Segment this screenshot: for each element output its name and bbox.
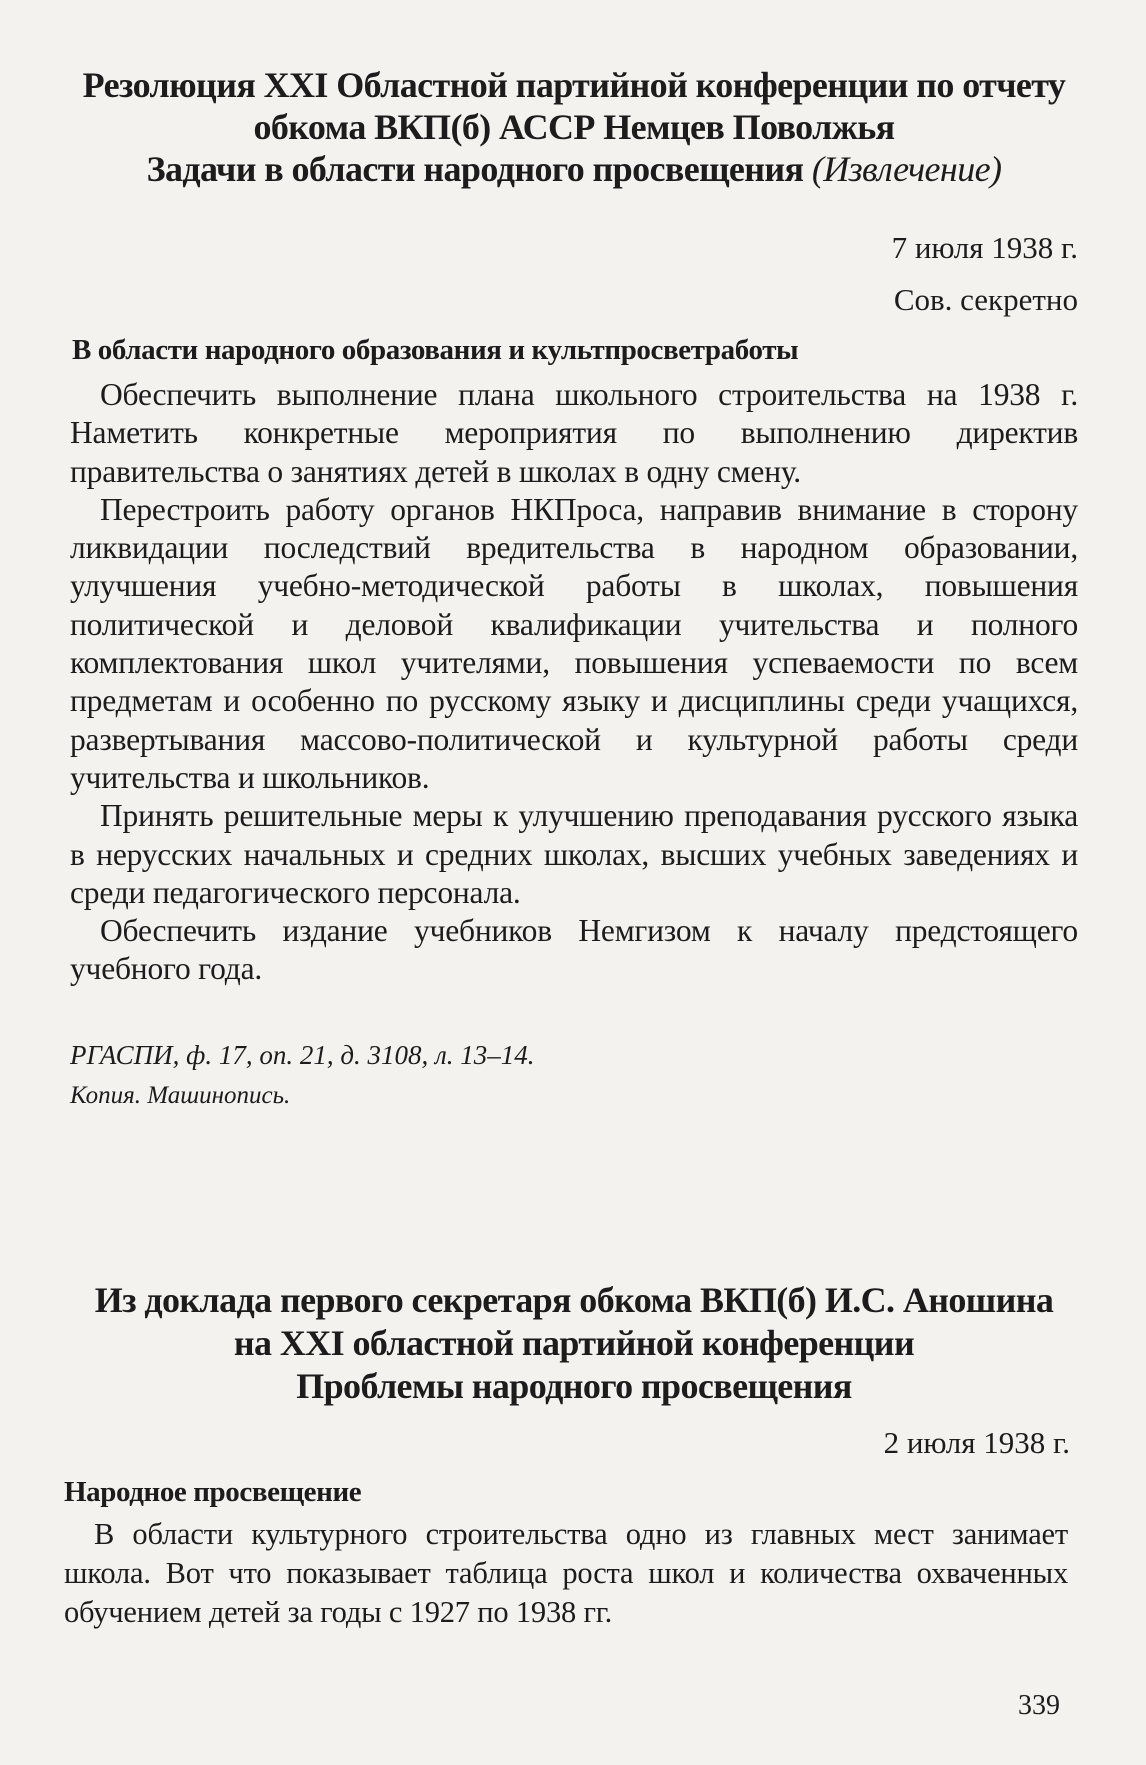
resolution-body [70, 376, 1078, 989]
report-body [64, 1515, 1068, 1632]
resolution-title-line-1: Резолюция XXI Областной партийной конференции по отчету [82, 65, 1066, 105]
copy-note: Копия. Машинопись. [70, 1082, 291, 1109]
report-date: 2 июля 1938 г. [883, 1425, 1070, 1460]
page-number: 339 [1018, 1690, 1060, 1721]
paragraph-4: Обеспечить издание учебников Немгизом к началу предстоящего учебного года. [70, 913, 1078, 987]
resolution-topic: Задачи в области народного просвещения [146, 149, 804, 189]
extract-note: (Извлечение) [811, 149, 1002, 189]
resolution-title-line-3 [64, 148, 1084, 190]
report-title-line-1: Из доклада первого секретаря обкома ВКП(б) И.С. Аношина [94, 1280, 1054, 1320]
resolution-title-line-2: обкома ВКП(б) АССР Немцев Поволжья [253, 107, 895, 147]
resolution-title [64, 64, 1084, 190]
report-paragraph: В области культурного строительства одно из главных мест занимает школа. Вот что показывает таблица роста школ и количества охваченных обучением детей за годы с 1927 по 1938 гг. [64, 1517, 1068, 1629]
paragraph-3: Принять решительные меры к улучшению преподавания русского языка в нерусских начальных и средних школах, высших учебных заведениях и среди педагогического персонала. [70, 798, 1078, 910]
resolution-date: 7 июля 1938 г. [891, 230, 1078, 265]
paragraph-1: Обеспечить выполнение плана школьного строительства на 1938 г. Наметить конкретные мероприятия по выполнению директив правительства о занятиях детей в школах в одну смену. [70, 377, 1078, 489]
classification-stamp: Сов. секретно [893, 282, 1078, 317]
report-title-line-2: на XXI областной партийной конференции [233, 1323, 915, 1363]
report-title [64, 1279, 1084, 1408]
archive-reference: РГАСПИ, ф. 17, оп. 21, д. 3108, л. 13–14. [70, 1040, 535, 1070]
report-title-line-3: Проблемы народного просвещения [296, 1366, 852, 1406]
paragraph-2: Перестроить работу органов НКПроса, направив внимание в сторону ликвидации последствий вредительства в народном образовании, улучшения учебно-методической работы в школах, повышения политической и деловой квалификации учительства и полного комплектования школ учителями, повышения успеваемости по всем предметам и особенно по русскому языку и дисциплины среди учащихся, развертывания массово-политической и культурной работы среди учительства и школьников. [70, 491, 1078, 795]
section-heading-public-education: Народное просвещение [64, 1476, 362, 1508]
section-heading-education: В области народного образования и культпросветработы [72, 334, 799, 366]
